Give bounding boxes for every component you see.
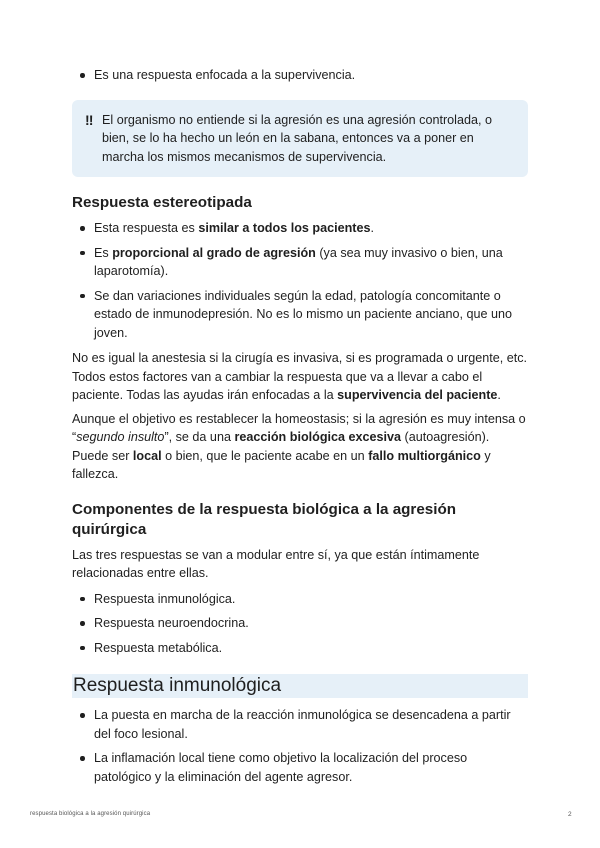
callout-text: El organismo no entiende si la agresión es una agresión controlada, o bien, se lo ha hecho un león en la sabana, entonces va a poner en marcha los mismos mecanismos de supervivencia.: [102, 112, 492, 164]
list-item: Esta respuesta es similar a todos los pacientes.: [72, 219, 528, 238]
stereotyped-list: [72, 219, 528, 342]
list-item: Se dan variaciones individuales según la edad, patología concomitante o estado de inmunodepresión. No es lo mismo un paciente anciano, que uno joven.: [72, 287, 528, 343]
paragraph: Las tres respuestas se van a modular entre sí, ya que están íntimamente relacionadas entre ellas.: [72, 547, 480, 580]
paragraph: No es igual la anestesia si la cirugía es invasiva, si es programada o urgente, etc. Todos estos factores van a cambiar la respuesta que va a llevar a cabo el paciente. Todas las ayudas irán enfocadas a la supervivencia del paciente.: [72, 351, 528, 402]
page-number: 2: [568, 811, 572, 818]
immune-list: [72, 706, 528, 786]
page-content: [72, 66, 528, 786]
list-item: La puesta en marcha de la reacción inmunológica se desencadena a partir del foco lesional.: [72, 706, 528, 743]
list-item: Respuesta neuroendocrina.: [72, 614, 528, 633]
callout-box: [72, 100, 528, 178]
components-list: [72, 590, 528, 658]
paragraph: Aunque el objetivo es restablecer la homeostasis; si la agresión es muy intensa o “segundo insulto”, se da una reacción biológica excesiva (autoagresión). Puede ser local o bien, que le paciente acabe en un fallo multiorgánico y fallezca.: [72, 411, 526, 481]
footer-title: respuesta biológica a la agresión quirúrgica: [30, 811, 151, 817]
heading-respuesta-inmunologica: Respuesta inmunológica: [72, 674, 528, 698]
list-item: Es una respuesta enfocada a la supervivencia.: [72, 66, 528, 85]
list-item: Respuesta metabólica.: [72, 639, 528, 658]
heading-respuesta-estereotipada: Respuesta estereotipada: [72, 194, 252, 211]
heading-componentes: Componentes de la respuesta biológica a la agresión quirúrgica: [72, 500, 457, 538]
double-exclamation-icon: ‼: [85, 111, 94, 128]
list-item: La inflamación local tiene como objetivo la localización del proceso patológico y la eliminación del agente agresor.: [72, 749, 528, 786]
list-item: Es proporcional al grado de agresión (ya sea muy invasivo o bien, una laparotomía).: [72, 244, 528, 281]
intro-list: [72, 66, 528, 85]
list-item: Respuesta inmunológica.: [72, 590, 528, 609]
